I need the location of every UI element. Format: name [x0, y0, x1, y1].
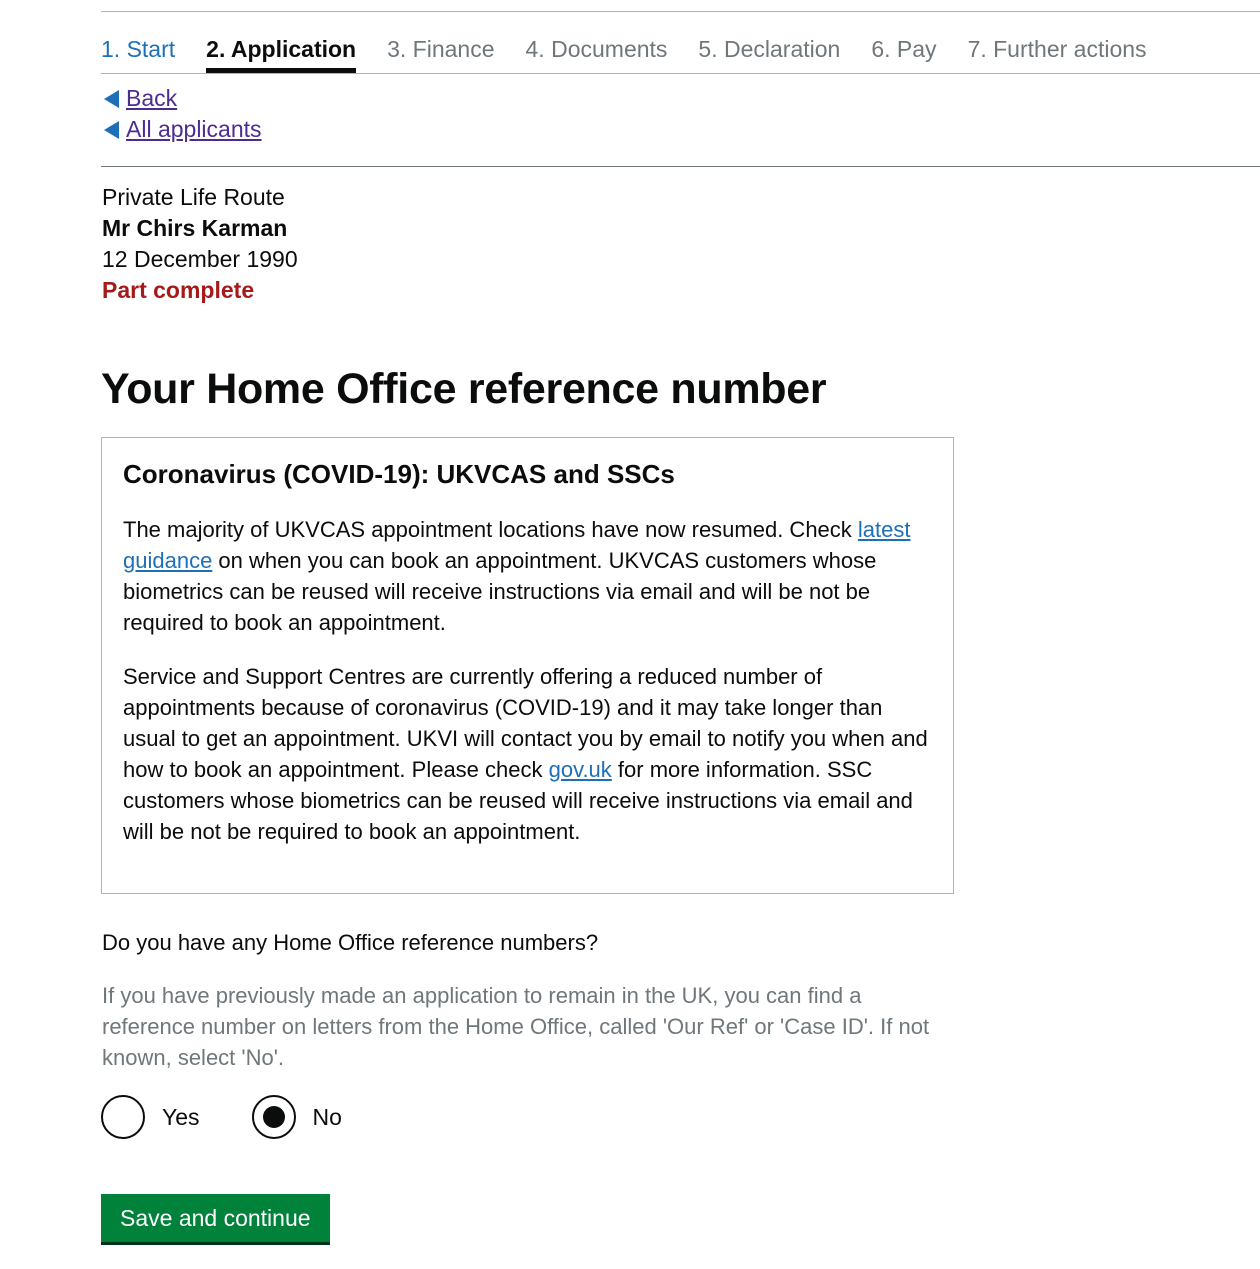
triangle-left-icon	[104, 90, 119, 108]
all-applicants-link-label: All applicants	[126, 116, 262, 142]
applicant-summary	[102, 182, 298, 306]
progress-steps	[101, 32, 1178, 72]
triangle-left-icon	[104, 121, 119, 139]
save-and-continue-button[interactable]: Save and continue	[101, 1194, 330, 1242]
back-links	[102, 83, 262, 145]
notice-p1-text-after: on when you can book an appointment. UKVCAS customers whose biometrics can be reused will receive instructions via email and will be not be required to book an appointment.	[123, 548, 877, 635]
page-title: Your Home Office reference number	[101, 365, 827, 413]
step-finance: 3. Finance	[387, 36, 495, 62]
step-declaration: 5. Declaration	[698, 36, 841, 62]
step-documents: 4. Documents	[525, 36, 668, 62]
covid-notice-panel	[101, 437, 954, 894]
summary-divider	[101, 166, 1260, 167]
notice-paragraph-2	[123, 661, 932, 847]
step-application: 2. Application	[206, 32, 356, 72]
top-divider	[101, 11, 1260, 12]
steps-divider	[101, 73, 1260, 74]
back-link[interactable]	[102, 83, 262, 114]
notice-paragraph-1	[123, 514, 932, 638]
reference-hint: If you have previously made an application to remain in the UK, you can find a reference number on letters from the Home Office, called 'Our Ref' or 'Case ID'. If not known, select 'No'.	[102, 983, 930, 1070]
radio-no-circle[interactable]	[252, 1095, 296, 1139]
radio-yes-label[interactable]: Yes	[162, 1103, 200, 1130]
step-pay: 6. Pay	[871, 36, 937, 62]
all-applicants-link[interactable]	[102, 114, 262, 145]
back-link-label: Back	[126, 85, 178, 111]
step-further-actions: 7. Further actions	[967, 36, 1147, 62]
reference-question: Do you have any Home Office reference numbers?	[102, 930, 599, 955]
radio-no-label[interactable]: No	[312, 1103, 342, 1130]
notice-p1-text-before: The majority of UKVCAS appointment locations have now resumed. Check	[123, 517, 858, 542]
step-start[interactable]: 1. Start	[101, 36, 176, 62]
gov-uk-link[interactable]: gov.uk	[548, 757, 612, 782]
radio-yes-circle[interactable]	[101, 1095, 145, 1139]
applicant-dob: 12 December 1990	[102, 246, 298, 272]
latest-guidance-link[interactable]: latest guidance	[123, 517, 911, 573]
status-badge: Part complete	[102, 277, 255, 303]
application-route: Private Life Route	[102, 184, 285, 210]
reference-radio-group	[101, 1095, 394, 1139]
radio-yes[interactable]	[101, 1095, 200, 1139]
applicant-name: Mr Chirs Karman	[102, 215, 288, 241]
notice-p2-text-before: Service and Support Centres are currently offering a reduced number of appointments because of coronavirus (COVID-19) and it may take longer than usual to get an appointment. UKVI will contact you by email to notify you when and how to book an appointment. Please check	[123, 664, 928, 782]
radio-no[interactable]	[252, 1095, 342, 1139]
notice-p2-text-after: for more information. SSC customers whose biometrics can be reused will receive instructions via email and will be not be required to book an appointment.	[123, 757, 913, 844]
notice-heading: Coronavirus (COVID-19): UKVCAS and SSCs	[123, 459, 675, 489]
